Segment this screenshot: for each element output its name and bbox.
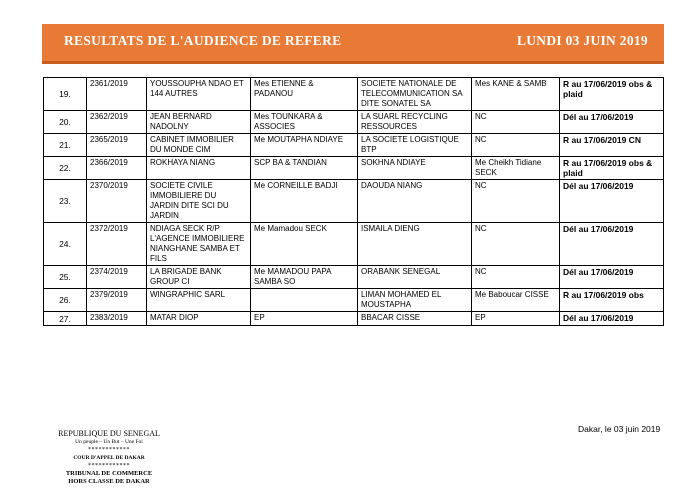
defendant: ORABANK SENEGAL — [358, 266, 472, 289]
stamp-court: COUR D'APPEL DE DAKAR — [73, 455, 145, 461]
decision: Dél au 17/06/2019 — [560, 266, 664, 289]
plaintiff: SOCIETE CIVILE IMMOBILIERE DU JARDIN DITE SCI DU JARDIN — [147, 180, 251, 223]
hearing-date: LUNDI 03 JUIN 2019 — [516, 33, 648, 48]
plaintiff-counsel: Mes ETIENNE & PADANOU — [251, 78, 358, 111]
row-number: 19. — [44, 78, 87, 111]
row-number: 27. — [44, 312, 87, 326]
defendant-counsel: EP — [472, 312, 560, 326]
defendant-counsel: NC — [472, 134, 560, 157]
stamp-motto: Un peuple – Un But – Une Foi — [75, 439, 143, 445]
defendant: DAOUDA NIANG — [358, 180, 472, 223]
header-banner — [42, 24, 664, 64]
table-row — [44, 266, 664, 289]
stamp-tribunal: TRIBUNAL DE COMMERCE — [65, 470, 153, 477]
plaintiff: WINGRAPHIC SARL — [147, 289, 251, 312]
defendant-counsel: NC — [472, 266, 560, 289]
table-row — [44, 134, 664, 157]
decision: Dél au 17/06/2019 — [560, 180, 664, 223]
decision: Dél au 17/06/2019 — [560, 111, 664, 134]
defendant: SOKHNA NDIAYE — [358, 157, 472, 180]
table-row — [44, 78, 664, 111]
case-number: 2361/2019 — [87, 78, 147, 111]
plaintiff-counsel: Me CORNEILLE BADJI — [251, 180, 358, 223]
stamp-separator: ************ — [88, 463, 130, 469]
table-row — [44, 157, 664, 180]
stamp-separator: ************ — [88, 447, 130, 453]
defendant: LA SUARL RECYCLING RESSOURCES — [358, 111, 472, 134]
plaintiff-counsel: Me Mamadou SECK — [251, 223, 358, 266]
case-number: 2366/2019 — [87, 157, 147, 180]
decision: R au 17/06/2019 obs — [560, 289, 664, 312]
plaintiff: MATAR DIOP — [147, 312, 251, 326]
table-row — [44, 180, 664, 223]
plaintiff: YOUSSOUPHA NDAO ET 144 AUTRES — [147, 78, 251, 111]
plaintiff-counsel: Me MOUTAPHA NDIAYE — [251, 134, 358, 157]
defendant: LA SOCIETE LOGISTIQUE BTP — [358, 134, 472, 157]
plaintiff-counsel: SCP BA & TANDIAN — [251, 157, 358, 180]
plaintiff-counsel: Mes TOUNKARA & ASSOCIES — [251, 111, 358, 134]
plaintiff: CABINET IMMOBILIER DU MONDE CIM — [147, 134, 251, 157]
row-number: 21. — [44, 134, 87, 157]
plaintiff-counsel — [251, 289, 358, 312]
case-number: 2370/2019 — [87, 180, 147, 223]
decision: R au 17/06/2019 obs & plaid — [560, 157, 664, 180]
defendant: LIMAN MOHAMED EL MOUSTAPHA — [358, 289, 472, 312]
decision: Dél au 17/06/2019 — [560, 312, 664, 326]
defendant-counsel: Me Baboucar CISSE — [472, 289, 560, 312]
case-number: 2365/2019 — [87, 134, 147, 157]
defendant-counsel: Me Cheikh Tidiane SECK — [472, 157, 560, 180]
table-row — [44, 289, 664, 312]
plaintiff: NDIAGA SECK R/P L'AGENCE IMMOBILIERE NIANGHANE SAMBA ET FILS — [147, 223, 251, 266]
row-number: 23. — [44, 180, 87, 223]
place-and-date: Dakar, le 03 juin 2019 — [578, 424, 661, 434]
defendant-counsel: NC — [472, 111, 560, 134]
defendant-counsel: NC — [472, 180, 560, 223]
court-stamp — [44, 430, 174, 486]
page-title: RESULTATS DE L'AUDIENCE DE REFERE — [64, 33, 342, 48]
table-row — [44, 111, 664, 134]
case-number: 2383/2019 — [87, 312, 147, 326]
stamp-country: REPUBLIQUE DU SENEGAL — [58, 429, 160, 438]
row-number: 26. — [44, 289, 87, 312]
table-row — [44, 223, 664, 266]
row-number: 20. — [44, 111, 87, 134]
defendant-counsel: Mes KANE & SAMB — [472, 78, 560, 111]
decision: R au 17/06/2019 obs & plaid — [560, 78, 664, 111]
stamp-tribunal: HORS CLASSE DE DAKAR — [68, 478, 150, 485]
plaintiff: JEAN BERNARD NADOLNY — [147, 111, 251, 134]
decision: R au 17/06/2019 CN — [560, 134, 664, 157]
case-number: 2362/2019 — [87, 111, 147, 134]
defendant: ISMAILA DIENG — [358, 223, 472, 266]
plaintiff: ROKHAYA NIANG — [147, 157, 251, 180]
plaintiff-counsel: Me MAMADOU PAPA SAMBA SO — [251, 266, 358, 289]
row-number: 24. — [44, 223, 87, 266]
table-row — [44, 312, 664, 326]
row-number: 25. — [44, 266, 87, 289]
row-number: 22. — [44, 157, 87, 180]
defendant: SOCIETE NATIONALE DE TELECOMMUNICATION SA DITE SONATEL SA — [358, 78, 472, 111]
plaintiff-counsel: EP — [251, 312, 358, 326]
defendant-counsel: NC — [472, 223, 560, 266]
decision: Dél au 17/06/2019 — [560, 223, 664, 266]
case-number: 2374/2019 — [87, 266, 147, 289]
plaintiff: LA BRIGADE BANK GROUP CI — [147, 266, 251, 289]
case-number: 2379/2019 — [87, 289, 147, 312]
case-number: 2372/2019 — [87, 223, 147, 266]
defendant: BBACAR CISSE — [358, 312, 472, 326]
results-table — [43, 77, 664, 326]
